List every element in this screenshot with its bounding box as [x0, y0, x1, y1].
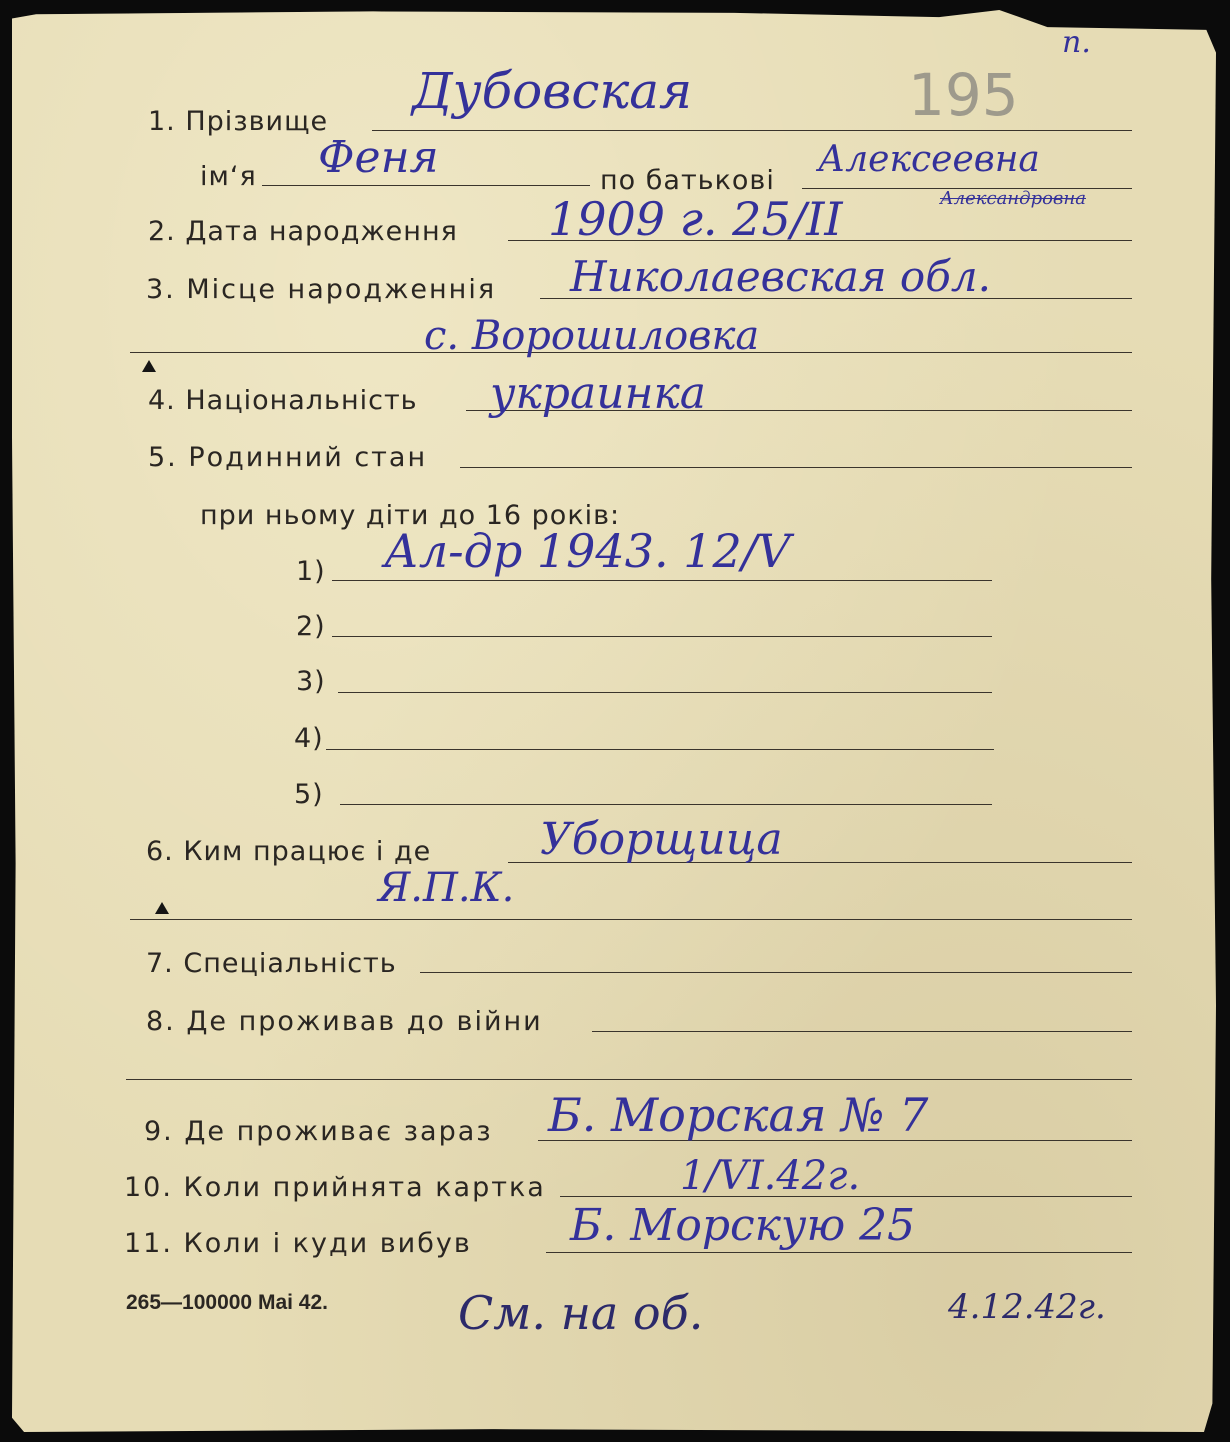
- field-birthdate-value: 1909 г. 25/ІІ: [548, 192, 843, 246]
- field-current-address-value: Б. Морская № 7: [548, 1088, 929, 1142]
- field-prewar-line-2: [126, 1079, 1132, 1080]
- field-specialty-label: 7. Спеціальність: [146, 948, 397, 979]
- child-4-line: [326, 749, 994, 750]
- field-name-line: [262, 185, 590, 186]
- child-2-label: 2): [296, 611, 326, 642]
- field-marital-line: [460, 467, 1132, 468]
- field-card-date-value: 1/VI.42г.: [680, 1153, 861, 1199]
- field-patronymic-struck: Александровна: [940, 188, 1086, 209]
- field-nationality-value: украинка: [490, 368, 707, 419]
- field-prewar-label: 8. Де проживав до війни: [146, 1006, 543, 1037]
- field-surname-value: Дубовская: [412, 62, 693, 120]
- field-card-date-label: 10. Коли прийнята картка: [124, 1172, 546, 1203]
- field-departed-value: Б. Морскую 25: [570, 1200, 916, 1251]
- field-departed-line: [546, 1252, 1132, 1253]
- field-work-value-2: Я.П.К.: [378, 865, 515, 911]
- field-work-label: 6. Ким працює і де: [146, 836, 432, 867]
- field-nationality-label: 4. Національність: [148, 385, 418, 416]
- child-5-line: [340, 804, 992, 805]
- child-3-line: [338, 692, 992, 693]
- child-4-label: 4): [294, 723, 324, 754]
- note-date: 4.12.42г.: [948, 1287, 1106, 1327]
- child-1-line: [332, 580, 992, 581]
- pencil-archive-number: 195: [908, 61, 1019, 129]
- field-departed-label: 11. Коли і куди вибув: [124, 1228, 472, 1259]
- field-surname-line: [372, 130, 1132, 131]
- field-prewar-line: [592, 1031, 1132, 1032]
- punch-hole-bottom: [155, 902, 169, 914]
- field-birthplace-value-1: Николаевская обл.: [570, 252, 991, 301]
- field-birthplace-label: 3. Місце народженнія: [146, 274, 497, 305]
- children-label: при ньому діти до 16 років:: [200, 500, 621, 531]
- field-marital-label: 5. Родинний стан: [148, 442, 428, 473]
- field-name-label: ім‘я: [200, 161, 257, 192]
- field-surname-label: 1. Прізвище: [148, 106, 329, 137]
- field-current-address-label: 9. Де проживає зараз: [144, 1116, 493, 1147]
- note-see-reverse: См. на об.: [458, 1286, 704, 1340]
- child-1-value: Ал-др 1943. 12/V: [384, 524, 791, 578]
- field-name-value: Феня: [318, 132, 439, 183]
- field-birthdate-label: 2. Дата народження: [148, 216, 458, 247]
- child-2-line: [332, 636, 992, 637]
- field-birthplace-value-2: с. Ворошиловка: [424, 313, 760, 359]
- field-specialty-line: [420, 972, 1132, 973]
- child-5-label: 5): [294, 779, 324, 810]
- field-patronymic-label: по батькові: [600, 165, 775, 196]
- corner-mark: п.: [1062, 25, 1091, 60]
- field-work-value-1: Уборщица: [540, 814, 783, 865]
- field-patronymic-value: Алексеевна: [818, 139, 1040, 180]
- child-1-label: 1): [296, 556, 326, 587]
- field-work-line-2: [130, 919, 1132, 920]
- punch-hole-top: [142, 360, 156, 372]
- print-code: 265—100000 Mai 42.: [126, 1291, 328, 1314]
- child-3-label: 3): [296, 666, 326, 697]
